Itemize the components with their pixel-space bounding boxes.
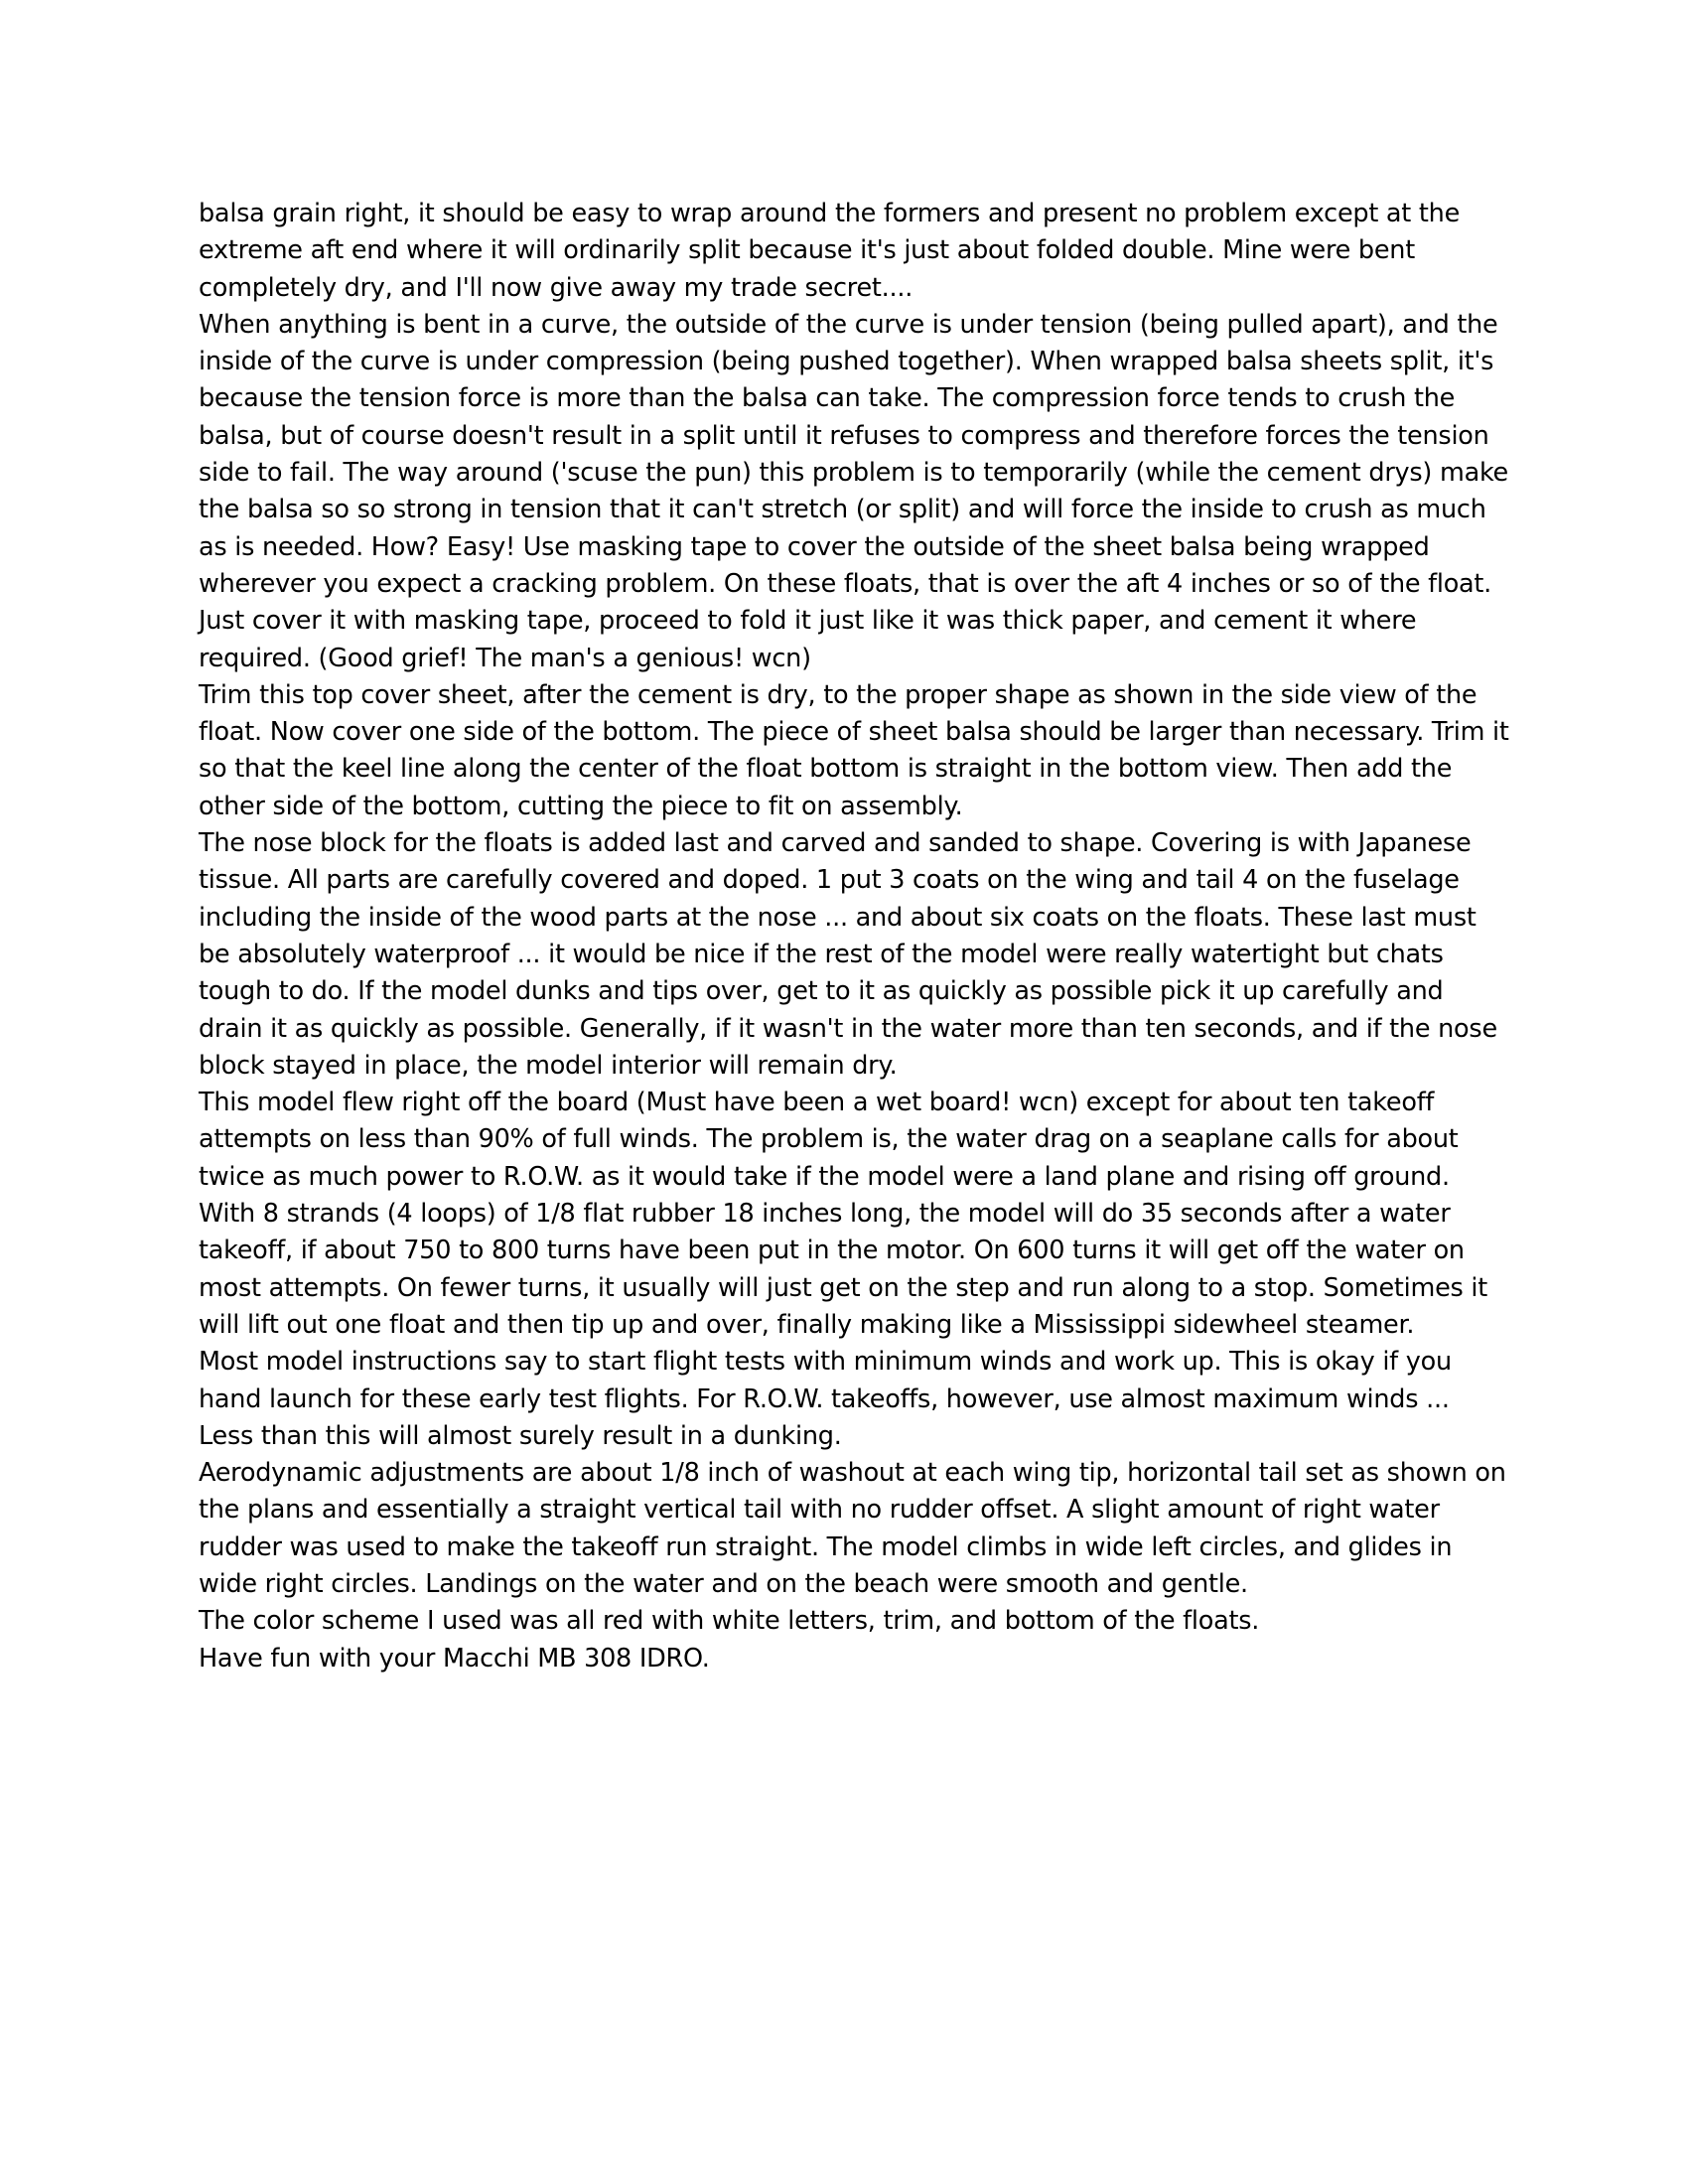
paragraph-flight-performance: This model flew right off the board (Must have been a wet board! wcn) except for about ten takeoff attempts on less than 90% of full winds. The problem is, the water drag on a seaplane calls for about twice as much power to R.O.W. as it would take if the model were a land plane and rising off ground. With 8 strands (4 loops) of 1/8 flat rubber 18 inches long, the model will do 35 seconds after a water takeoff, if about 750 to 800 turns have been put in the motor. On 600 turns it will get off the water on most attempts. On fewer turns, it usually will just get on the step and run along to a stop. Sometimes it will lift out one float and then tip up and over, finally making like a Mississippi sidewheel steamer. (199, 1088, 1487, 1340)
body-text (199, 196, 1509, 1677)
paragraph-color-scheme: The color scheme I used was all red with white letters, trim, and bottom of the floats. (199, 1606, 1260, 1637)
paragraph-balsa-grain: balsa grain right, it should be easy to wrap around the formers and present no problem except at the extreme aft end where it will ordinarily split because it's just about folded double. Mine were bent completely dry, and I'll now give away my trade secret.... (199, 199, 1461, 303)
paragraph-tension-compression: When anything is bent in a curve, the outside of the curve is under tension (being pulled apart), and the inside of the curve is under compression (being pushed together). When wrapped balsa sheets split, it's because the tension force is more than the balsa can take. The compression force tends to crush the balsa, but of course doesn't result in a split until it refuses to compress and therefore forces the tension side to fail. The way around ('scuse the pun) this problem is to temporarily (while the cement drys) make the balsa so so strong in tension that it can't stretch (or split) and will force the inside to crush as much as is needed. How? Easy! Use masking tape to cover the outside of the sheet balsa being wrapped wherever you expect a cracking problem. On these floats, that is over the aft 4 inches or so of the float. Just cover it with masking tape, proceed to fold it just like it was thick paper, and cement it where required. (Good grief! The man's a genious! wcn) (199, 309, 1508, 673)
paragraph-aerodynamic-adjustments: Aerodynamic adjustments are about 1/8 inch of washout at each wing tip, horizontal tail set as shown on the plans and essentially a straight vertical tail with no rudder offset. A slight amount of right water rudder was used to make the takeoff run straight. The model climbs in wide left circles, and glides in wide right circles. Landings on the water and on the beach were smooth and gentle. (199, 1458, 1506, 1599)
paragraph-trim-cover-sheet: Trim this top cover sheet, after the cement is dry, to the proper shape as shown in the side view of the float. Now cover one side of the bottom. The piece of sheet balsa should be larger than necessary. Trim it so that the keel line along the center of the float bottom is straight in the bottom view. Then add the other side of the bottom, cutting the piece to fit on assembly. (199, 679, 1509, 821)
paragraph-closing: Have fun with your Macchi MB 308 IDRO. (199, 1643, 710, 1674)
paragraph-flight-tests: Most model instructions say to start flight tests with minimum winds and work up. This is okay if you hand launch for these early test flights. For R.O.W. takeoffs, however, use almost maximum winds ... Less than this will almost surely result in a dunking. (199, 1347, 1452, 1451)
paragraph-nose-block-covering: The nose block for the floats is added last and carved and sanded to shape. Covering is with Japanese tissue. All parts are carefully covered and doped. 1 put 3 coats on the wing and tail 4 on the fuselage including the inside of the wood parts at the nose ... and about six coats on the floats. These last must be absolutely waterproof ... it would be nice if the rest of the model were really watertight but chats tough to do. If the model dunks and tips over, get to it as quickly as possible pick it up carefully and drain it as quickly as possible. Generally, if it wasn't in the water more than ten seconds, and if the nose block stayed in place, the model interior will remain dry. (199, 828, 1497, 1081)
